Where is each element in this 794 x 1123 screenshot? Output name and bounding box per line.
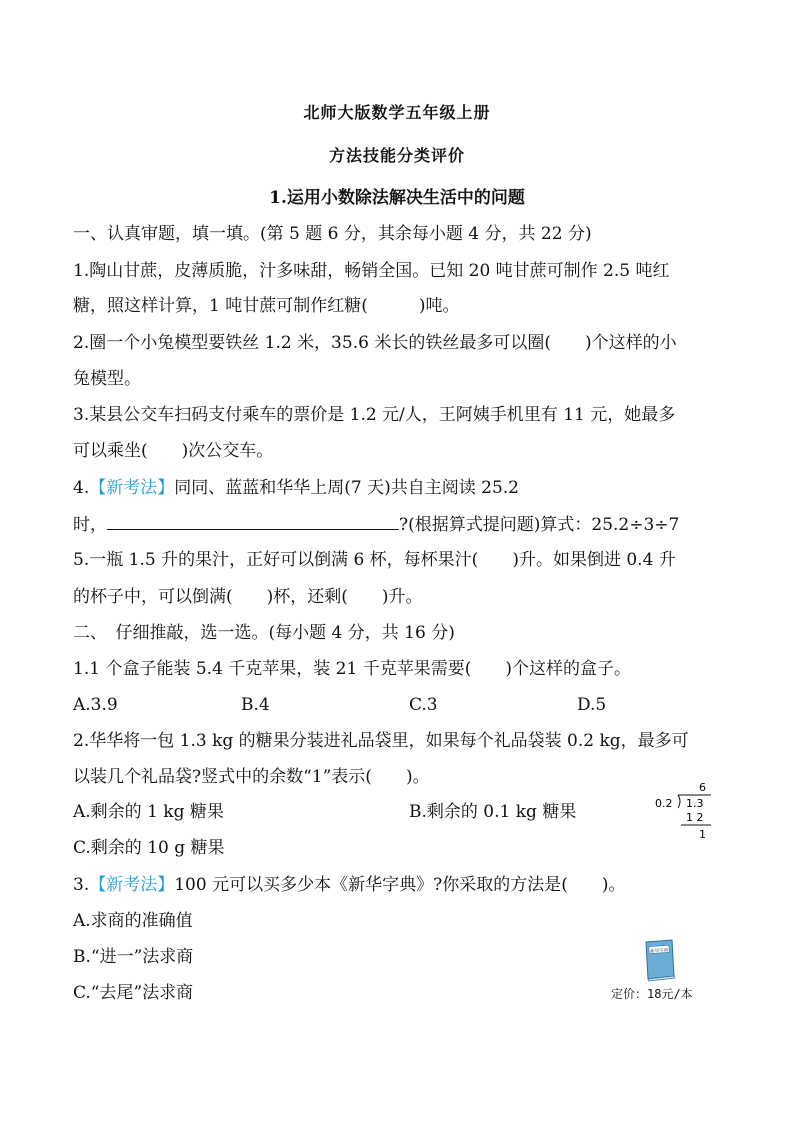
division-dividend: 1.3 — [686, 797, 704, 810]
q1-4-number: 4. — [73, 478, 90, 498]
q2-2-option-c[interactable]: C.剩余的 10 g 糖果 — [73, 838, 225, 858]
q1-4-text: 同同、蓝蓝和华华上周(7 天)共自主阅读 25.2 — [174, 478, 519, 498]
division-remainder: 1 — [699, 828, 706, 841]
q2-1-option-d[interactable]: D.5 — [577, 695, 607, 715]
part1-heading: 一、认真审题，填一填。(第 5 题 6 分，其余每小题 4 分，共 22 分) — [73, 224, 592, 244]
new-method-tag: 【新考法】 — [89, 875, 175, 895]
section-title: 1.运用小数除法解决生活中的问题 — [269, 188, 525, 208]
q1-4-line1 — [73, 477, 519, 499]
q2-3-option-b[interactable]: B.“进一”法求商 — [73, 947, 194, 967]
q2-1-option-a[interactable]: A.3.9 — [73, 695, 118, 715]
division-divisor: 0.2 — [655, 797, 673, 810]
new-method-tag: 【新考法】 — [89, 478, 175, 498]
q1-3-line2: 可以乘坐( )次公交车。 — [73, 441, 274, 461]
q2-2-option-a[interactable]: A.剩余的 1 kg 糖果 — [73, 802, 224, 822]
q2-3-line1 — [73, 874, 625, 896]
q2-2-line2: 以装几个礼品袋?竖式中的余数“1”表示( )。 — [73, 767, 430, 787]
worksheet-title: 北师大版数学五年级上册 — [303, 103, 491, 122]
q2-2-line1: 2.华华将一包 1.3 kg 的糖果分装进礼品袋里，如果每个礼品袋装 0.2 kg，最多可 — [73, 731, 689, 751]
q2-3-text: 100 元可以买多少本《新华字典》?你采取的方法是( )。 — [174, 875, 626, 895]
q1-2-line2: 兔模型。 — [73, 369, 141, 389]
q2-3-number: 3. — [73, 875, 90, 895]
q2-3-option-a[interactable]: A.求商的准确值 — [73, 911, 193, 931]
q2-1-option-b[interactable]: B.4 — [241, 695, 270, 715]
q2-1-text: 1.1 个盒子能装 5.4 千克苹果，装 21 千克苹果需要( )个这样的盒子。 — [73, 659, 631, 679]
q1-5-line2: 的杯子中，可以倒满( )杯，还剩( )升。 — [73, 587, 423, 607]
q2-3-option-c[interactable]: C.“去尾”法求商 — [73, 983, 194, 1003]
long-division-figure — [653, 776, 713, 846]
division-quotient: 6 — [699, 781, 706, 794]
part2-heading: 二、 仔细推敲，选一选。(每小题 4 分，共 16 分) — [73, 623, 455, 643]
q1-2-line1: 2.圈一个小兔模型要铁丝 1.2 米，35.6 米长的铁丝最多可以圈( )个这样的小 — [73, 333, 677, 353]
q1-4-line2-start: 时， — [73, 515, 107, 535]
q1-4-line2 — [73, 513, 679, 536]
q1-4-line2-end: ?(根据算式提问题)算式：25.2÷3÷7 — [399, 515, 680, 535]
worksheet-subtitle: 方法技能分类评价 — [328, 146, 465, 165]
book-title-label: 新华字典 — [650, 948, 669, 955]
book-price-label: 定价：18元/本 — [611, 987, 693, 1001]
q1-1-line2: 糖，照这样计算，1 吨甘蔗可制作红糖( )吨。 — [73, 296, 460, 316]
q2-1-option-c[interactable]: C.3 — [409, 695, 438, 715]
q2-2-option-b[interactable]: B.剩余的 0.1 kg 糖果 — [409, 802, 577, 822]
answer-blank-line[interactable] — [107, 513, 399, 530]
dictionary-book-icon — [640, 938, 680, 982]
division-product: 1 2 — [686, 811, 704, 824]
q1-5-line1: 5.一瓶 1.5 升的果汁，正好可以倒满 6 杯，每杯果汁( )升。如果倒进 0.4 升 — [73, 550, 676, 570]
q1-1-line1: 1.陶山甘蔗，皮薄质脆，汁多味甜，畅销全国。已知 20 吨甘蔗可制作 2.5 吨红 — [73, 261, 670, 281]
q1-3-line1: 3.某县公交车扫码支付乘车的票价是 1.2 元/人，王阿姨手机里有 11 元，她最多 — [73, 405, 676, 425]
